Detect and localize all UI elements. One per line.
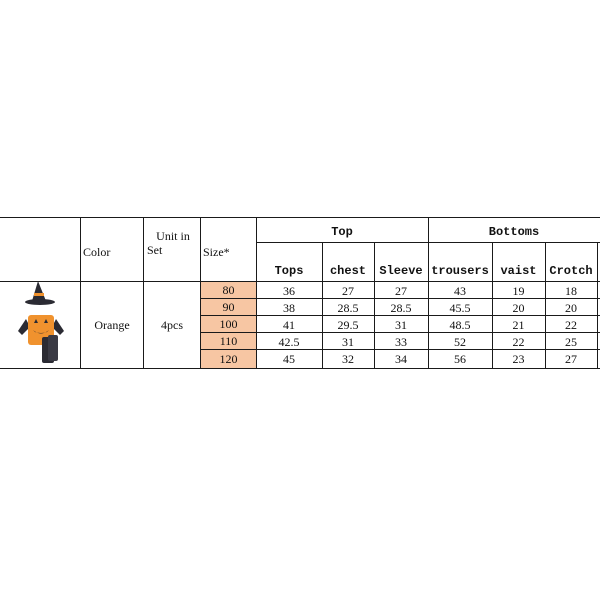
sleeve-cell: 33 <box>395 335 407 349</box>
chest-cell: 28.5 <box>337 301 359 315</box>
header-vaist: vaist <box>500 264 537 278</box>
crotch-cell: 25 <box>565 335 577 349</box>
column-divider <box>597 242 598 369</box>
header-bottom-border <box>0 281 600 282</box>
crotch-cell: 20 <box>565 301 577 315</box>
header-group-bottoms: Bottoms <box>488 225 540 239</box>
header-unit-line1: Unit in <box>156 229 190 243</box>
column-divider <box>143 217 144 369</box>
vaist-cell: 23 <box>512 352 525 366</box>
product-color: Orange <box>94 318 130 332</box>
header-trousers: trousers <box>431 264 489 278</box>
header-tops: Tops <box>274 264 304 278</box>
pumpkin-costume-icon <box>8 279 74 365</box>
vaist-cell: 20 <box>512 301 525 315</box>
sleeve-cell: 31 <box>395 318 407 332</box>
chest-cell: 32 <box>342 352 354 366</box>
tops-cell: 41 <box>283 318 295 332</box>
row-divider <box>201 315 600 316</box>
size-cell: 100 <box>201 316 256 332</box>
size-cell: 80 <box>201 282 256 298</box>
product-unit: 4pcs <box>161 318 183 332</box>
vaist-cell: 21 <box>512 318 525 332</box>
row-divider <box>201 332 600 333</box>
trousers-cell: 45.5 <box>449 301 471 315</box>
size-cell: 120 <box>201 350 256 368</box>
crotch-cell: 18 <box>565 284 577 298</box>
trousers-cell: 48.5 <box>449 318 471 332</box>
size-cell: 110 <box>201 333 256 349</box>
chest-cell: 31 <box>342 335 354 349</box>
tops-cell: 38 <box>283 301 295 315</box>
row-divider <box>201 298 600 299</box>
column-divider <box>80 217 81 369</box>
table-border-top <box>0 217 600 218</box>
header-crotch: Crotch <box>549 264 593 278</box>
chest-cell: 27 <box>342 284 354 298</box>
header-unit-line2: Set <box>147 243 163 257</box>
trousers-cell: 43 <box>454 284 466 298</box>
tops-cell: 42.5 <box>278 335 300 349</box>
row-divider <box>201 349 600 350</box>
header-sleeve: Sleeve <box>379 264 423 278</box>
size-cell: 90 <box>201 299 256 315</box>
header-color: Color <box>83 245 111 259</box>
sleeve-cell: 28.5 <box>390 301 412 315</box>
crotch-cell: 22 <box>565 318 577 332</box>
sleeve-cell: 27 <box>395 284 407 298</box>
sleeve-cell: 34 <box>395 352 407 366</box>
tops-cell: 45 <box>283 352 295 366</box>
header-chest: chest <box>329 264 366 278</box>
tops-cell: 36 <box>283 284 295 298</box>
vaist-cell: 22 <box>512 335 525 349</box>
table-border-bottom <box>0 368 600 369</box>
chest-cell: 29.5 <box>337 318 359 332</box>
crotch-cell: 27 <box>565 352 577 366</box>
header-unit-in-set <box>147 229 199 257</box>
header-group-top: Top <box>331 225 353 239</box>
size-chart-table <box>0 217 600 369</box>
vaist-cell: 19 <box>512 284 525 298</box>
trousers-cell: 56 <box>454 352 466 366</box>
header-size: Size* <box>203 245 230 259</box>
trousers-cell: 52 <box>454 335 466 349</box>
